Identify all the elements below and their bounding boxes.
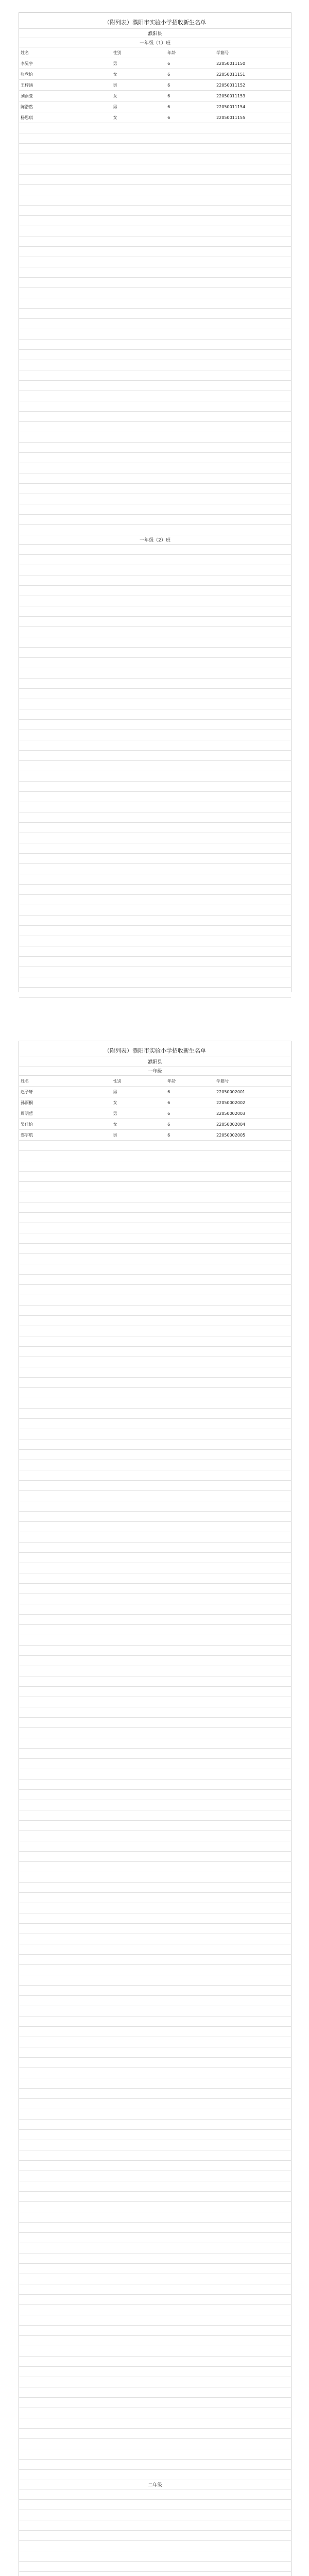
table-cell: 杨思琪 xyxy=(19,112,112,123)
table-cell: 6 xyxy=(166,1097,215,1108)
table-cell: 6 xyxy=(166,91,215,101)
document-sheet-1 xyxy=(19,12,291,992)
table-cell: 男 xyxy=(112,1087,166,1097)
table-row xyxy=(19,1087,291,1097)
table-cell: 6 xyxy=(166,80,215,91)
table-cell: 女 xyxy=(112,91,166,101)
table-cell: 女 xyxy=(112,1097,166,1108)
table-cell: 22050002005 xyxy=(215,1130,291,1141)
table-row xyxy=(19,91,291,101)
table-cell: 6 xyxy=(166,1108,215,1119)
table-cell: 6 xyxy=(166,1130,215,1141)
table-row xyxy=(19,80,291,91)
table-cell: 22050011152 xyxy=(215,80,291,91)
table-cell: 女 xyxy=(112,1119,166,1130)
table-header-row xyxy=(19,1076,291,1087)
table-cell: 22050011150 xyxy=(215,58,291,69)
table-continued xyxy=(19,545,291,998)
table-cell: 男 xyxy=(112,58,166,69)
table-row xyxy=(19,58,291,69)
school-label: 濮阳县 xyxy=(19,1057,291,1066)
column-header: 年龄 xyxy=(166,47,215,58)
table-cell: 6 xyxy=(166,69,215,80)
table-cell: 22050002004 xyxy=(215,1119,291,1130)
table-cell: 陈浩然 xyxy=(19,101,112,112)
table-row xyxy=(19,1108,291,1119)
table-cell: 22050002003 xyxy=(215,1108,291,1119)
table-cell: 周明哲 xyxy=(19,1108,112,1119)
table-cell: 6 xyxy=(166,112,215,123)
table-cell: 王梓涵 xyxy=(19,80,112,91)
table-cell: 李昊宇 xyxy=(19,58,112,69)
table-cell: 22050002001 xyxy=(215,1087,291,1097)
table-row xyxy=(19,112,291,123)
table-cell: 刘雨萱 xyxy=(19,91,112,101)
table-cell: 6 xyxy=(166,1119,215,1130)
table-cell: 22050011151 xyxy=(215,69,291,80)
grade-label: 一年级 xyxy=(19,1066,291,1076)
table-row xyxy=(19,1130,291,1141)
table-row xyxy=(19,101,291,112)
section-label: 二年级 xyxy=(19,2480,291,2489)
document-title: （附列表）濮阳市实验小学招收新生名单 xyxy=(104,19,206,26)
table-cell: 张欣怡 xyxy=(19,69,112,80)
table-cell: 孙雨桐 xyxy=(19,1097,112,1108)
table-cell: 男 xyxy=(112,1108,166,1119)
document-sheet-2 xyxy=(19,1041,291,2576)
section-label: 一年级（2）班 xyxy=(19,535,291,545)
column-header: 性别 xyxy=(112,47,166,58)
table-row xyxy=(19,1097,291,1108)
table-cell: 女 xyxy=(112,69,166,80)
table-cell: 男 xyxy=(112,80,166,91)
table-cell: 22050002002 xyxy=(215,1097,291,1108)
column-header: 姓名 xyxy=(19,1076,112,1087)
document-title: （附列表）濮阳市实验小学招收新生名单 xyxy=(104,1047,206,1054)
table-cell: 22050011154 xyxy=(215,101,291,112)
table-continued xyxy=(19,123,291,535)
table-cell: 吴佳怡 xyxy=(19,1119,112,1130)
table-cell: 6 xyxy=(166,1087,215,1097)
table-cell: 22050011153 xyxy=(215,91,291,101)
table-header-row xyxy=(19,47,291,58)
roster-table xyxy=(19,1076,291,1141)
table-cell: 6 xyxy=(166,58,215,69)
column-header: 性别 xyxy=(112,1076,166,1087)
school-label: 濮阳县 xyxy=(19,28,291,38)
table-cell: 22050011155 xyxy=(215,112,291,123)
table-row xyxy=(19,69,291,80)
column-header: 姓名 xyxy=(19,47,112,58)
grade-label: 一年级（1）班 xyxy=(19,38,291,47)
table-cell: 男 xyxy=(112,1130,166,1141)
table-cell: 6 xyxy=(166,101,215,112)
table-cell: 男 xyxy=(112,101,166,112)
roster-table xyxy=(19,47,291,123)
column-header: 学籍号 xyxy=(215,47,291,58)
column-header: 年龄 xyxy=(166,1076,215,1087)
table-cell: 女 xyxy=(112,112,166,123)
table-continued xyxy=(19,2489,291,2576)
table-cell: 郑宇航 xyxy=(19,1130,112,1141)
table-row xyxy=(19,1119,291,1130)
table-continued xyxy=(19,1141,291,2480)
column-header: 学籍号 xyxy=(215,1076,291,1087)
table-cell: 赵子轩 xyxy=(19,1087,112,1097)
